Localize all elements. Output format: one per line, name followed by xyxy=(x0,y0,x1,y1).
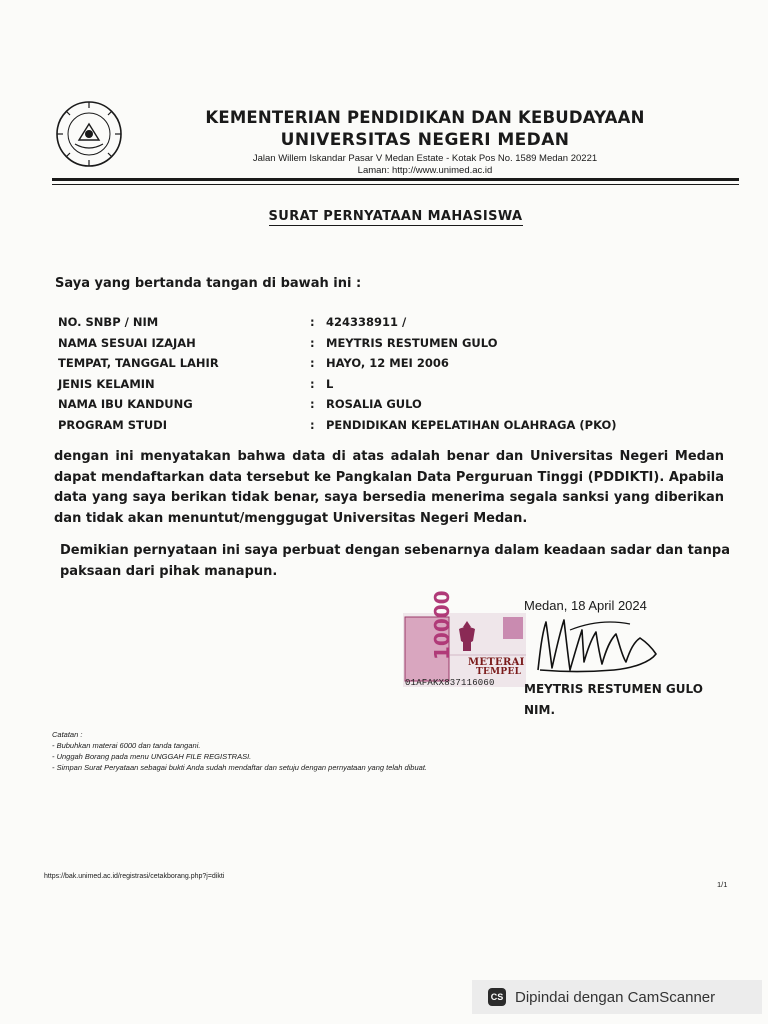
field-value: MEYTRIS RESTUMEN GULO xyxy=(326,335,498,350)
intro-text: Saya yang bertanda tangan di bawah ini : xyxy=(55,276,362,291)
camscanner-icon: CS xyxy=(488,988,506,1006)
university-name: UNIVERSITAS NEGERI MEDAN xyxy=(280,130,570,150)
stamp-serial: 01AFAKX837116060 xyxy=(405,678,495,688)
stamp-value: 10000 xyxy=(430,590,454,660)
ministry-name: KEMENTERIAN PENDIDIKAN DAN KEBUDAYAAN xyxy=(205,108,645,127)
footer-url: https://bak.unimed.ac.id/registrasi/cetakborang.php?j=dikti xyxy=(44,873,225,880)
notes-section xyxy=(52,729,427,773)
note-item: - Simpan Surat Peryataan sebagai bukti Anda sudah mendaftar dan setuju dengan pernyataan yang telah dibuat. xyxy=(52,763,427,772)
document-title: SURAT PERNYATAAN MAHASISWA xyxy=(268,209,523,224)
field-row-program xyxy=(58,415,718,436)
field-label: JENIS KELAMIN xyxy=(58,376,155,391)
university-logo xyxy=(55,100,123,168)
note-item: - Unggah Borang pada menu UNGGAH FILE REGISTRASI. xyxy=(52,752,252,761)
field-value: HAYO, 12 MEI 2006 xyxy=(326,356,449,371)
field-colon: : xyxy=(310,417,315,432)
handwritten-signature xyxy=(530,612,665,682)
statement-paragraph: dengan ini menyatakan bahwa data di atas adalah benar dan Universitas Negeri Medan dapat mendaftarkan data tersebut ke Pangkalan Data Perguruan Tinggi (PDDIKTI). Apabila data yang saya berikan tidak benar, saya bersedia menerima segala sanksi yang diberikan dan tidak akan menuntut/menggugat Universitas Negeri Medan. xyxy=(54,449,724,526)
notes-heading: Catatan : xyxy=(52,730,83,739)
stamp-label-tempel: TEMPEL xyxy=(476,667,522,677)
field-label: TEMPAT, TANGGAL LAHIR xyxy=(58,356,219,371)
stamp-label-meterai: METERAI xyxy=(468,657,525,668)
field-colon: : xyxy=(310,356,315,371)
field-row-mother xyxy=(58,394,718,415)
field-row-birth xyxy=(58,353,718,374)
letterhead-divider-thick xyxy=(52,178,739,181)
field-row-snbp-nim xyxy=(58,312,718,333)
field-value: PENDIDIKAN KEPELATIHAN OLAHRAGA (PKO) xyxy=(326,417,617,432)
camscanner-text: Dipindai dengan CamScanner xyxy=(515,988,716,1006)
field-colon: : xyxy=(310,315,315,330)
note-item: - Bubuhkan materai 6000 dan tanda tangani. xyxy=(52,741,201,750)
field-value: 424338911 / xyxy=(326,315,407,330)
signer-name: MEYTRIS RESTUMEN GULO xyxy=(524,682,703,696)
field-row-gender xyxy=(58,374,718,395)
page-number: 1/1 xyxy=(717,880,728,889)
field-value: L xyxy=(326,376,334,391)
university-website: Laman: http://www.unimed.ac.id xyxy=(357,165,493,176)
field-label: NO. SNBP / NIM xyxy=(58,315,159,330)
field-colon: : xyxy=(310,376,315,391)
signer-nim: NIM. xyxy=(524,703,556,717)
field-colon: : xyxy=(310,397,315,412)
field-label: NAMA IBU KANDUNG xyxy=(58,397,193,412)
camscanner-watermark xyxy=(472,980,762,1014)
letterhead-divider-thin xyxy=(52,184,739,185)
document-title-wrapper xyxy=(52,205,739,224)
university-address: Jalan Willem Iskandar Pasar V Medan Estate - Kotak Pos No. 1589 Medan 20221 xyxy=(252,153,598,164)
field-row-name xyxy=(58,333,718,354)
field-value: ROSALIA GULO xyxy=(326,397,422,412)
field-label: NAMA SESUAI IZAJAH xyxy=(58,335,196,350)
closing-paragraph: Demikian pernyataan ini saya perbuat dengan sebenarnya dalam keadaan sadar dan tanpa paksaan dari pihak manapun. xyxy=(60,543,731,579)
field-colon: : xyxy=(310,335,315,350)
place-date: Medan, 18 April 2024 xyxy=(524,598,647,613)
student-data-table xyxy=(58,312,718,435)
field-label: PROGRAM STUDI xyxy=(58,417,167,432)
